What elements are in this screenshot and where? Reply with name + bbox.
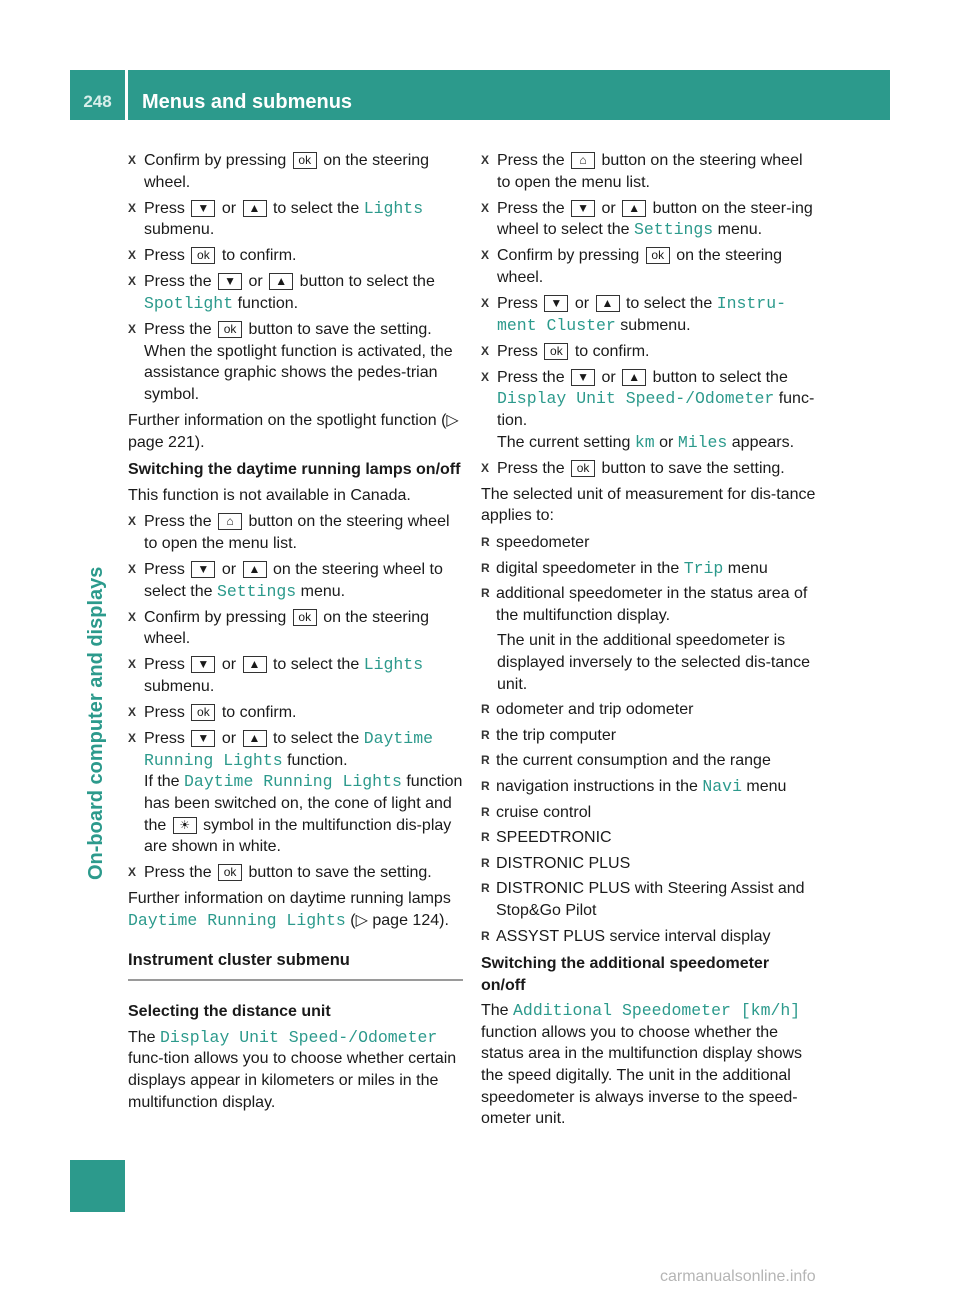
text: Press [144,247,185,265]
text: button on the steer‐ing wheel to select the [497,199,813,239]
subheading: Switching the daytime running lamps on/off [128,461,461,479]
text: When the spotlight function is activated, the assistance graphic shows the pedes‐trian symbol. [144,342,453,403]
step [481,198,816,241]
list-item: R the current consumption and the range [481,750,816,772]
text: digital speedometer in the [496,559,680,577]
menu-term: Lights [363,198,424,218]
subheading: Switching the additional speedometer on/off [481,955,770,994]
text: or [221,561,237,579]
down-arrow-key-icon: ▼ [571,200,595,217]
text: submenu. [620,316,691,334]
menu-term: Settings [633,220,714,240]
text: button to select the [299,273,435,291]
ok-key-icon: ok [293,152,317,169]
text: Press the [144,321,212,339]
text: Press the [144,513,212,531]
text: func‐tion allows you to choose whether certain displays appear in kilometers or miles in the multifunction display. [128,1050,457,1111]
list-item [481,776,816,798]
text: button to save the setting. [248,864,432,882]
menu-term: Display Unit Speed-/Odometer [497,389,775,409]
text: or [574,295,590,313]
step [128,559,463,602]
paragraph [128,888,463,931]
text: or [659,433,674,451]
text: submenu. [144,221,215,239]
step [481,367,816,453]
text: to select the [625,295,713,313]
section-heading: Instrument cluster submenu [128,950,350,969]
text: on the steering wheel. [497,247,783,286]
text: Confirm by pressing [144,152,287,169]
text: Press the [497,459,565,477]
text: Press [144,199,185,217]
list-item: R speedometer [481,532,816,554]
step [128,245,463,267]
chapter-side-label: On-board computer and displays [85,566,107,880]
text: on the steering wheel to select the [144,561,443,600]
text: Press the [497,199,565,217]
text: Press [497,342,538,360]
menu-term: Lights [363,655,424,675]
text: or [221,199,237,217]
down-arrow-key-icon: ▼ [571,369,595,386]
text: function has been switched on, the cone of light and the [144,773,463,834]
ok-key-icon: ok [544,343,568,360]
menu-term: Spotlight [144,294,234,314]
list-item: R cruise control [481,802,816,824]
step [128,319,463,405]
step [128,271,463,314]
text: button to select the [652,368,788,386]
step [481,245,816,288]
step [128,607,463,650]
up-arrow-key-icon: ▲ [596,295,620,312]
text: The [481,1002,509,1020]
menu-term: Daytime Running Lights [144,729,433,770]
down-arrow-key-icon: ▼ [191,561,215,578]
text: on the steering wheel. [144,152,430,191]
up-arrow-key-icon: ▲ [243,656,267,673]
menu-term: Additional Speedometer [km/h] [513,1001,801,1021]
text: Press [144,704,185,722]
home-key-icon: ⌂ [571,152,595,169]
text: Press [144,730,185,748]
text: function. [287,751,348,769]
text: The current setting [497,433,631,451]
text: button to save the setting. [248,321,432,339]
text: to confirm. [574,342,650,360]
home-key-icon: ⌂ [218,513,242,530]
down-arrow-key-icon: ▼ [191,730,215,747]
ok-key-icon: ok [218,864,242,881]
step [481,341,816,363]
text: menu. [300,582,346,600]
text: Press the [144,273,212,291]
text: Press [497,295,538,313]
menu-term: Daytime Running Lights [128,911,346,930]
text: on the steering wheel. [144,608,430,648]
ok-key-icon: ok [571,460,595,477]
text: to select the [272,199,360,217]
step [128,862,463,884]
text: or [248,273,263,291]
step [481,293,816,336]
text: menu [727,559,768,577]
text: Press the [497,152,565,169]
step [128,654,463,697]
menu-term: Instru‐ment Cluster [497,294,786,335]
text: to select the [272,730,360,748]
step [128,198,463,241]
list-item: R the trip computer [481,725,816,747]
left-column [128,150,463,1118]
section-divider [128,979,463,981]
text: or [601,199,616,217]
paragraph [128,1027,463,1113]
up-arrow-key-icon: ▲ [243,730,267,747]
step [128,728,463,858]
menu-term: Settings [216,581,297,601]
step [481,458,816,480]
subheading: Selecting the distance unit [128,1003,331,1021]
page-number: 248 [83,92,112,111]
text: symbol in the multifunction dis‐play are shown in white. [144,816,452,856]
paragraph: This function is not available in Canada. [128,486,411,504]
paragraph: Further information on the spotlight function (▷ page 221). [128,412,459,451]
text: Press [144,656,185,674]
text: or [601,368,616,386]
down-arrow-key-icon: ▼ [218,273,242,290]
text: (▷ page 124). [350,912,449,929]
ok-key-icon: ok [218,321,242,338]
page-header [70,70,890,120]
text: to confirm. [221,704,297,722]
watermark: carmanualsonline.info [660,1268,816,1285]
list-item: R odometer and trip odometer [481,699,816,721]
down-arrow-key-icon: ▼ [191,200,215,217]
ok-key-icon: ok [646,247,670,264]
down-arrow-key-icon: ▼ [544,295,568,312]
up-arrow-key-icon: ▲ [243,561,267,578]
right-column [481,150,816,1135]
text: Confirm by pressing [497,247,640,265]
up-arrow-key-icon: ▲ [243,200,267,217]
text: to confirm. [221,247,297,265]
sun-symbol-icon: ☀ [173,817,197,834]
text: function allows you to choose whether the status area in the multifunction display shows the speed digitally. The unit in the additional speedometer is always inverse to the speed‐ometer unit. [481,1023,803,1128]
text: Confirm by pressing [144,608,287,626]
text: Press the [497,368,565,386]
ok-key-icon: ok [191,247,215,264]
text: The [128,1028,156,1046]
menu-term: km [634,432,655,452]
menu-term: Daytime Running Lights [184,772,402,792]
text: Press the [144,864,212,882]
menu-term: Display Unit Speed-/Odometer [160,1027,438,1047]
text: submenu. [144,678,215,696]
text: or [221,656,237,674]
step [128,150,463,193]
list-item: R ASSYST PLUS service interval display [481,926,816,948]
down-arrow-key-icon: ▼ [191,656,215,673]
text: menu. [717,221,763,239]
up-arrow-key-icon: ▲ [269,273,293,290]
text: navigation instructions in the [496,777,698,795]
text: button to save the setting. [601,459,785,477]
text: Further information on daytime running lamps [128,890,451,908]
page-title: Menus and submenus [142,91,353,113]
list-item-note: The unit in the additional speedometer is displayed inversely to the selected dis‐tance unit. [497,632,811,693]
text: to select the [272,656,360,674]
list-item: R additional speedometer in the status area of the multifunction display. [481,583,816,626]
text: Press [144,561,185,579]
text: appears. [731,433,795,451]
list-item [481,558,816,580]
list-item: R SPEEDTRONIC [481,827,816,849]
up-arrow-key-icon: ▲ [622,369,646,386]
list-item: R DISTRONIC PLUS [481,853,816,875]
chapter-marker [70,1160,125,1212]
menu-term: Trip [683,558,724,578]
ok-key-icon: ok [191,704,215,721]
text: If the [144,773,180,791]
ok-key-icon: ok [293,609,317,626]
step [481,150,816,193]
paragraph: The selected unit of measurement for dis‐tance applies to: [481,485,816,525]
text: button on the steering wheel to open the menu list. [497,152,803,191]
list-item: R DISTRONIC PLUS with Steering Assist and Stop&Go Pilot [481,878,816,921]
text: or [221,730,237,748]
text: func‐tion. [497,390,815,430]
paragraph [481,1000,816,1130]
menu-term: Navi [702,776,742,796]
text: function. [237,295,299,313]
step [128,511,463,554]
text: menu [746,777,787,795]
up-arrow-key-icon: ▲ [622,200,646,217]
text: button on the steering wheel to open the menu list. [144,513,450,552]
step [128,702,463,724]
header-divider [125,70,128,120]
menu-term: Miles [677,432,728,452]
